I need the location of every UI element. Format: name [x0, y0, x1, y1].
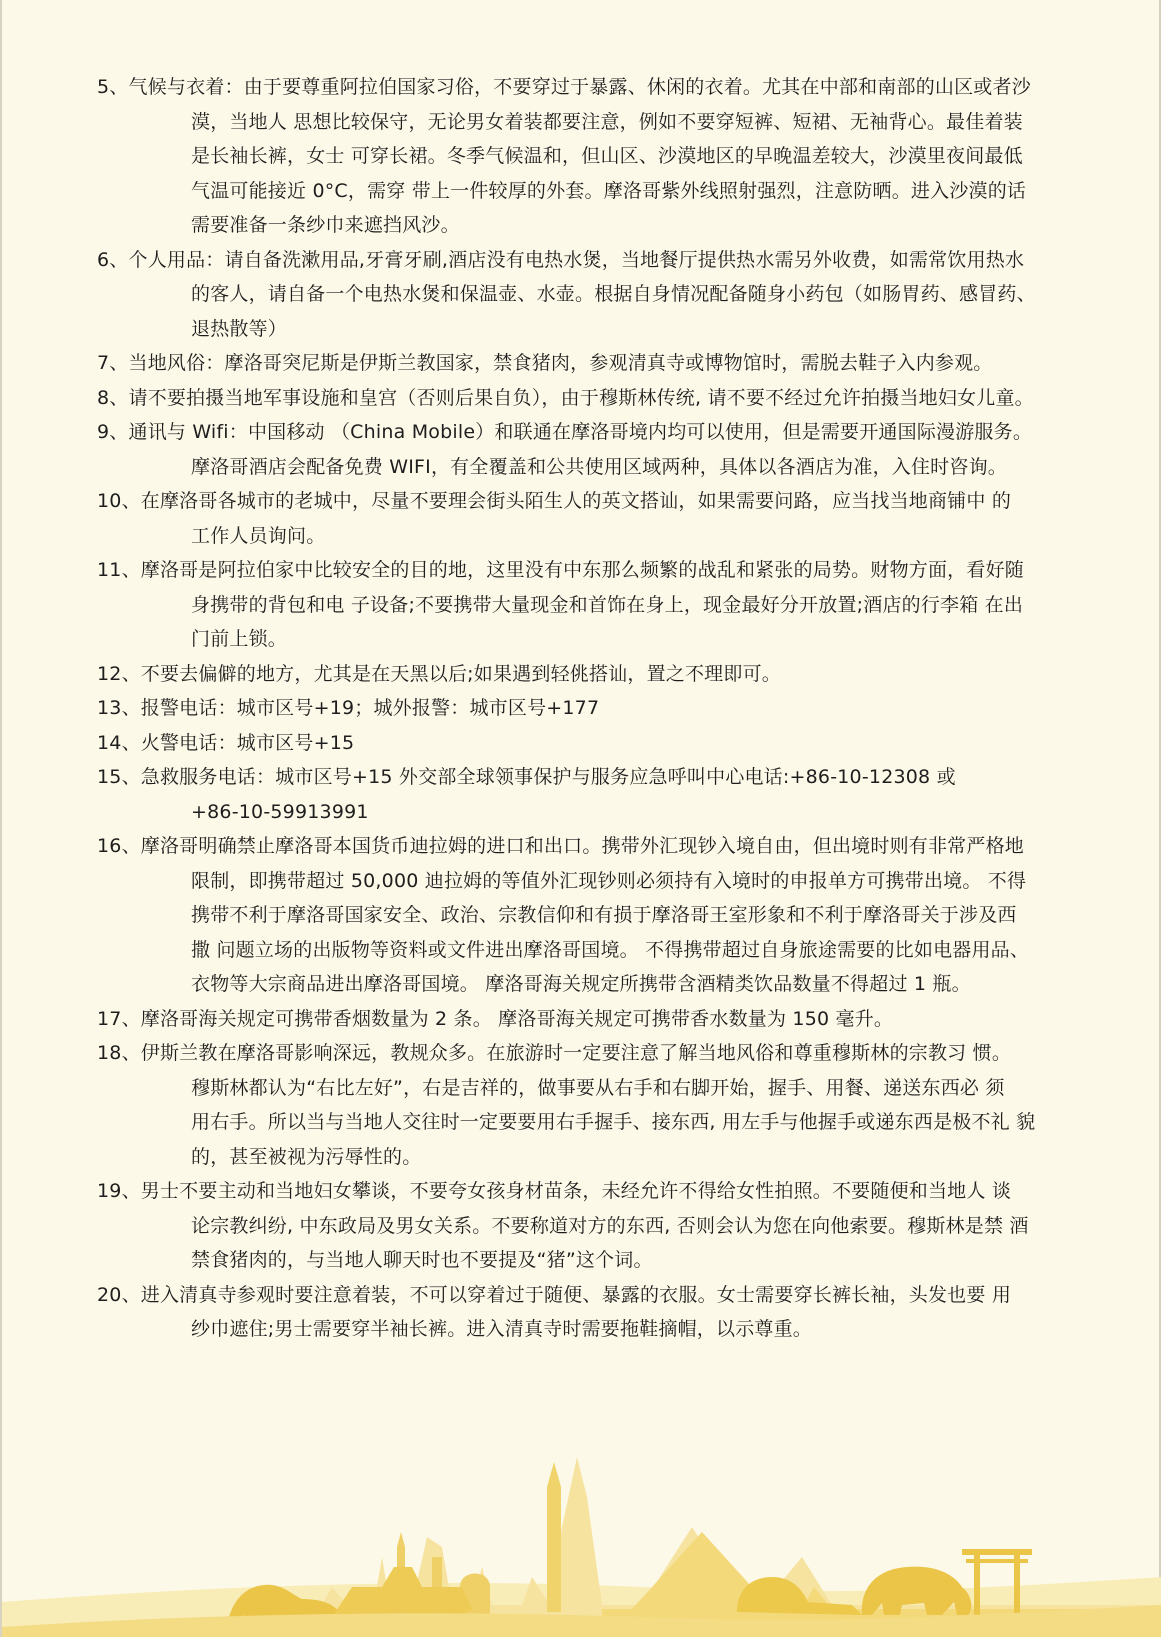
notes-list: [97, 70, 1077, 1347]
item-text: 19、男士不要主动和当地妇女攀谈，不要夸女孩身材苗条，未经允许不得给女性拍照。不要随便和当地人 谈: [97, 1180, 1012, 1202]
item-text: 15、急救服务电话：城市区号+15 外交部全球领事保护与服务应急呼叫中心电话:+86-10-12308 或: [97, 766, 956, 788]
list-item: [97, 726, 1077, 761]
item-text: 14、火警电话：城市区号+15: [97, 731, 355, 754]
item-text-continued: 限制，即携带超过 50,000 迪拉姆的等值外汇现钞则必须持有入境时的申报单方可携带出境。 不得: [191, 869, 1027, 892]
item-text-continued: 论宗教纠纷, 中东政局及男女关系。不要称道对方的东西, 否则会认为您在向他索要。穆斯林是禁 酒: [191, 1214, 1029, 1237]
list-item: [97, 553, 1077, 657]
list-item: [97, 346, 1077, 381]
item-text-continued: 禁食猪肉的，与当地人聊天时也不要提及“猪”这个词。: [191, 1249, 653, 1271]
item-text-continued: 的，甚至被视为污辱性的。: [191, 1145, 422, 1168]
item-text-continued: 携带不利于摩洛哥国家安全、政治、宗教信仰和有损于摩洛哥王室形象和不利于摩洛哥关于涉及西: [191, 904, 1017, 926]
item-text: 12、不要去偏僻的地方，尤其是在天黑以后;如果遇到轻佻搭讪，置之不理即可。: [97, 662, 781, 685]
item-text: 20、进入清真寺参观时要注意着装，不可以穿着过于随便、暴露的衣服。女士需要穿长裤长袖，头发也要 用: [97, 1283, 1012, 1306]
item-text: 11、摩洛哥是阿拉伯家中比较安全的目的地，这里没有中东那么频繁的战乱和紧张的局势。财物方面，看好随: [97, 559, 1024, 581]
item-text-continued: 纱巾遮住;男士需要穿半袖长裤。进入清真寺时需要拖鞋摘帽，以示尊重。: [191, 1318, 813, 1340]
item-text-continued: +86-10-59913991: [191, 800, 369, 823]
item-text: 18、伊斯兰教在摩洛哥影响深远，教规众多。在旅游时一定要注意了解当地风俗和尊重穆斯林的宗教习 惯。: [97, 1042, 1012, 1064]
item-text-continued: 门前上锁。: [191, 628, 288, 650]
item-text: 13、报警电话：城市区号+19；城外报警：城市区号+177: [97, 697, 600, 719]
list-item: [97, 70, 1077, 243]
item-text-continued: 的客人，请自备一个电热水煲和保温壶、水壶。根据自身情况配备随身小药包（如肠胃药、感冒药、: [191, 283, 1036, 305]
item-text-continued: 摩洛哥酒店会配备免费 WIFI，有全覆盖和公共使用区域两种，具体以各酒店为准，入住时咨询。: [191, 455, 1007, 478]
item-text-continued: 退热散等）: [191, 317, 288, 340]
item-text-continued: 用右手。所以当与当地人交往时一定要要用右手握手、接东西, 用左手与他握手或递东西是极不礼 貌: [191, 1111, 1036, 1133]
list-item: [97, 1036, 1077, 1174]
item-text-continued: 撒 问题立场的出版物等资料或文件进出摩洛哥国境。 不得携带超过自身旅途需要的比如电器用品、: [191, 938, 1030, 961]
list-item: [97, 484, 1077, 553]
item-text: 10、在摩洛哥各城市的老城中，尽量不要理会街头陌生人的英文搭讪，如果需要问路，应当找当地商铺中 的: [97, 490, 1012, 512]
item-text: 5、气候与衣着：由于要尊重阿拉伯国家习俗，不要穿过于暴露、休闲的衣着。尤其在中部和南部的山区或者沙: [97, 76, 1031, 98]
item-text-continued: 漠，当地人 思想比较保守，无论男女着装都要注意，例如不要穿短裤、短裙、无袖背心。最佳着装: [191, 110, 1023, 133]
list-item: [97, 1278, 1077, 1347]
item-text-continued: 穆斯林都认为“右比左好”，右是吉祥的，做事要从右手和右脚开始，握手、用餐、递送东西必 须: [191, 1076, 1005, 1099]
item-text-continued: 是长袖长裤，女士 可穿长裙。冬季气候温和，但山区、沙漠地区的早晚温差较大，沙漠里夜间最低: [191, 145, 1023, 167]
item-text-continued: 身携带的背包和电 子设备;不要携带大量现金和首饰在身上，现金最好分开放置;酒店的行李箱 在出: [191, 593, 1024, 616]
list-item: [97, 415, 1077, 484]
list-item: [97, 1174, 1077, 1278]
list-item: [97, 381, 1077, 416]
item-text: 7、当地风俗：摩洛哥突尼斯是伊斯兰教国家，禁食猪肉，参观清真寺或博物馆时，需脱去鞋子入内参观。: [97, 352, 993, 374]
list-item: [97, 243, 1077, 347]
item-text-continued: 工作人员询问。: [191, 524, 326, 547]
item-text: 17、摩洛哥海关规定可携带香烟数量为 2 条。 摩洛哥海关规定可携带香水数量为 150 毫升。: [97, 1007, 894, 1030]
travel-landmarks-silhouette-icon: [2, 1437, 1161, 1637]
list-item: [97, 657, 1077, 692]
item-text: 8、请不要拍摄当地军事设施和皇宫（否则后果自负），由于穆斯林传统, 请不要不经过允许拍摄当地妇女儿童。: [97, 386, 1034, 409]
item-text: 9、通讯与 Wifi：中国移动 （China Mobile）和联通在摩洛哥境内均可以使用，但是需要开通国际漫游服务。: [97, 421, 1033, 443]
list-item: [97, 760, 1077, 829]
item-text: 6、个人用品：请自备洗漱用品,牙膏牙刷,酒店没有电热水煲，当地餐厅提供热水需另外收费，如需常饮用热水: [97, 248, 1025, 271]
item-text-continued: 衣物等大宗商品进出摩洛哥国境。 摩洛哥海关规定所携带含酒精类饮品数量不得超过 1 瓶。: [191, 973, 971, 995]
list-item: [97, 1002, 1077, 1037]
item-text-continued: 需要准备一条纱巾来遮挡风沙。: [191, 214, 460, 236]
list-item: [97, 691, 1077, 726]
item-text: 16、摩洛哥明确禁止摩洛哥本国货币迪拉姆的进口和出口。携带外汇现钞入境自由，但出境时则有非常严格地: [97, 835, 1024, 857]
list-item: [97, 829, 1077, 1002]
item-text-continued: 气温可能接近 0°C，需穿 带上一件较厚的外套。摩洛哥紫外线照射强烈，注意防晒。进入沙漠的话: [191, 179, 1027, 202]
